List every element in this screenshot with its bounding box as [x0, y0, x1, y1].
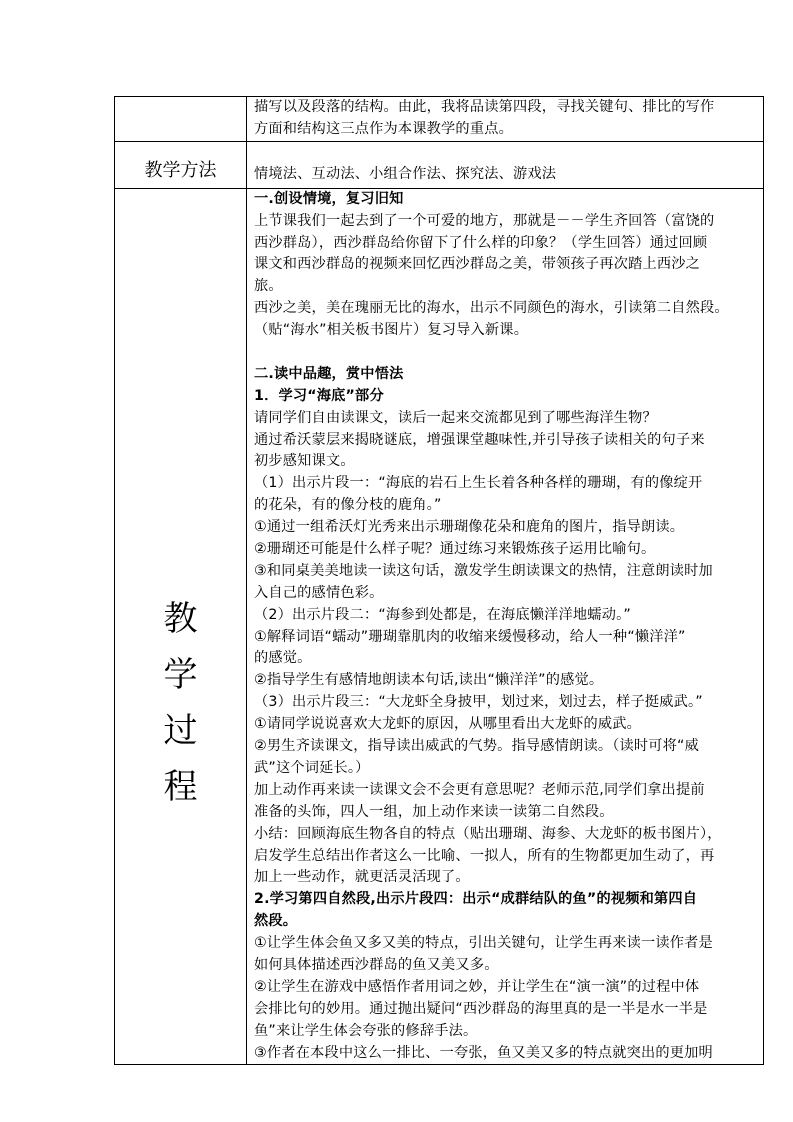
text-line: （2）出示片段二：“海参到处都是，在海底懒洋洋地蠕动。”	[254, 606, 631, 623]
teaching-method-row	[115, 141, 764, 188]
section-heading-line: 一.创设情境，复习旧知	[254, 190, 404, 207]
key-points-row	[115, 97, 764, 142]
teaching-method-text: 情境法、互动法、小组合作法、探究法、游戏法	[254, 165, 557, 182]
teaching-process-label	[115, 189, 246, 815]
teaching-method-text-cell	[247, 141, 764, 188]
text-line: ①解释词语“蠕动”珊瑚靠肌肉的收缩来缓慢移动，给人一种“懒洋洋”	[254, 628, 686, 645]
text-line: 方面和结构这三点作为本课教学的重点。	[254, 120, 513, 137]
section-heading-line: 二.读中品趣，赏中悟法	[254, 365, 404, 382]
text-line: （贴“海水”相关板书图片）复习导入新课。	[254, 322, 529, 339]
text-line: 请同学们自由读课文，读后一起来交流都见到了哪些海洋生物？	[254, 409, 657, 426]
key-points-text-cell	[247, 97, 764, 142]
text-line: ②珊瑚还可能是什么样子呢？通过练习来锻炼孩子运用比喻句。	[254, 541, 656, 558]
text-line: ①请同学说说喜欢大龙虾的原因，从哪里看出大龙虾的威武。	[254, 716, 641, 733]
text-line: 描写以及段落的结构。由此，我将品读第四段，寻找关键句、排比的写作	[254, 99, 715, 115]
text-line: 启发学生总结出作者这么一比喻、一拟人，所有的生物都更加生动了，再	[254, 847, 715, 864]
text-line: 鱼”来让学生体会夸张的修辞手法。	[254, 1022, 478, 1039]
text-line: 准备的头饰，四人一组，加上动作来读一读第二自然段。	[254, 803, 614, 820]
text-line: 武”这个词延长。）	[254, 759, 370, 776]
section-heading-line: 2.学习第四自然段,出示片段四：出示“成群结队的鱼”的视频和第四自	[254, 891, 698, 908]
text-line: 初步感知课文。	[254, 453, 355, 470]
text-line: 小结：回顾海底生物各自的特点（贴出珊瑚、海参、大龙虾的板书图片），	[254, 825, 722, 842]
text-line: （1）出示片段一：“海底的岩石上生长着各种各样的珊瑚，有的像绽开	[254, 475, 703, 492]
teaching-process-label-cell	[115, 188, 247, 1065]
text-line: 会排比句的妙用。通过抛出疑问“西沙群岛的海里真的是一半是水一半是	[254, 1000, 708, 1017]
text-line: ①让学生体会鱼又多又美的特点，引出关键句，让学生再来读一读作者是	[254, 935, 713, 952]
text-line: 如何具体描述西沙群岛的鱼又美又多。	[254, 956, 499, 973]
process-label-char: 教	[163, 598, 198, 639]
text-line: ②指导学生有感情地朗读本句话,读出“懒洋洋”的感觉。	[254, 672, 604, 689]
section-heading-line: 1．学习“海底”部分	[254, 387, 384, 404]
text-line: 的感觉。	[254, 650, 312, 667]
text-line	[254, 342, 758, 364]
text-line: ②让学生在游戏中感悟作者用词之妙，并让学生在“演一演”的过程中体	[254, 978, 700, 995]
process-label-char: 过	[163, 710, 198, 751]
text-line: 西沙之美，美在瑰丽无比的海水，出示不同颜色的海水，引读第二自然段。	[254, 300, 729, 317]
text-line: 上节课我们一起去到了一个可爱的地方，那就是－－学生齐回答（富饶的	[254, 212, 715, 229]
section-heading-line: 然段。	[254, 913, 298, 930]
process-label-char: 程	[163, 766, 198, 807]
text-line: 加上一些动作，就更活灵活现了。	[254, 869, 470, 886]
text-line: ③和同桌美美地读一读这句话，激发学生朗读课文的热情，注意朗读时加	[254, 562, 713, 579]
process-label-char: 学	[163, 654, 198, 695]
teaching-process-text-cell	[247, 188, 764, 1065]
text-line: 通过希沃蒙层来揭晓谜底，增强课堂趣味性,并引导孩子读相关的句子来	[254, 431, 705, 448]
text-line: 入自己的感情色彩。	[254, 584, 384, 601]
teaching-method-label-cell	[115, 141, 247, 188]
lesson-plan-table	[114, 96, 764, 1065]
text-line: （3）出示片段三：“大龙虾全身披甲，划过来，划过去，样子挺威武。”	[254, 694, 703, 711]
text-line: ③作者在本段中这么一排比、一夸张，鱼又美又多的特点就突出的更加明	[254, 1044, 713, 1061]
teaching-method-label: 教学方法	[144, 159, 217, 181]
key-points-label-cell	[115, 97, 247, 142]
text-line: 的花朵，有的像分枝的鹿角。”	[254, 497, 442, 514]
teaching-process-row	[115, 188, 764, 1065]
text-line: 西沙群岛），西沙群岛给你留下了什么样的印象？（学生回答）通过回顾	[254, 234, 708, 251]
text-line: 加上动作再来读一读课文会不会更有意思呢？老师示范,同学们拿出提前	[254, 781, 705, 798]
text-line: 课文和西沙群岛的视频来回忆西沙群岛之美，带领孩子再次踏上西沙之	[254, 256, 701, 273]
text-line: ①通过一组希沃灯光秀来出示珊瑚像花朵和鹿角的图片，指导朗读。	[254, 519, 685, 536]
text-line: 旅。	[254, 278, 283, 295]
text-line: ②男生齐读课文，指导读出威武的气势。指导感情朗读。（读时可将“威	[254, 738, 699, 755]
